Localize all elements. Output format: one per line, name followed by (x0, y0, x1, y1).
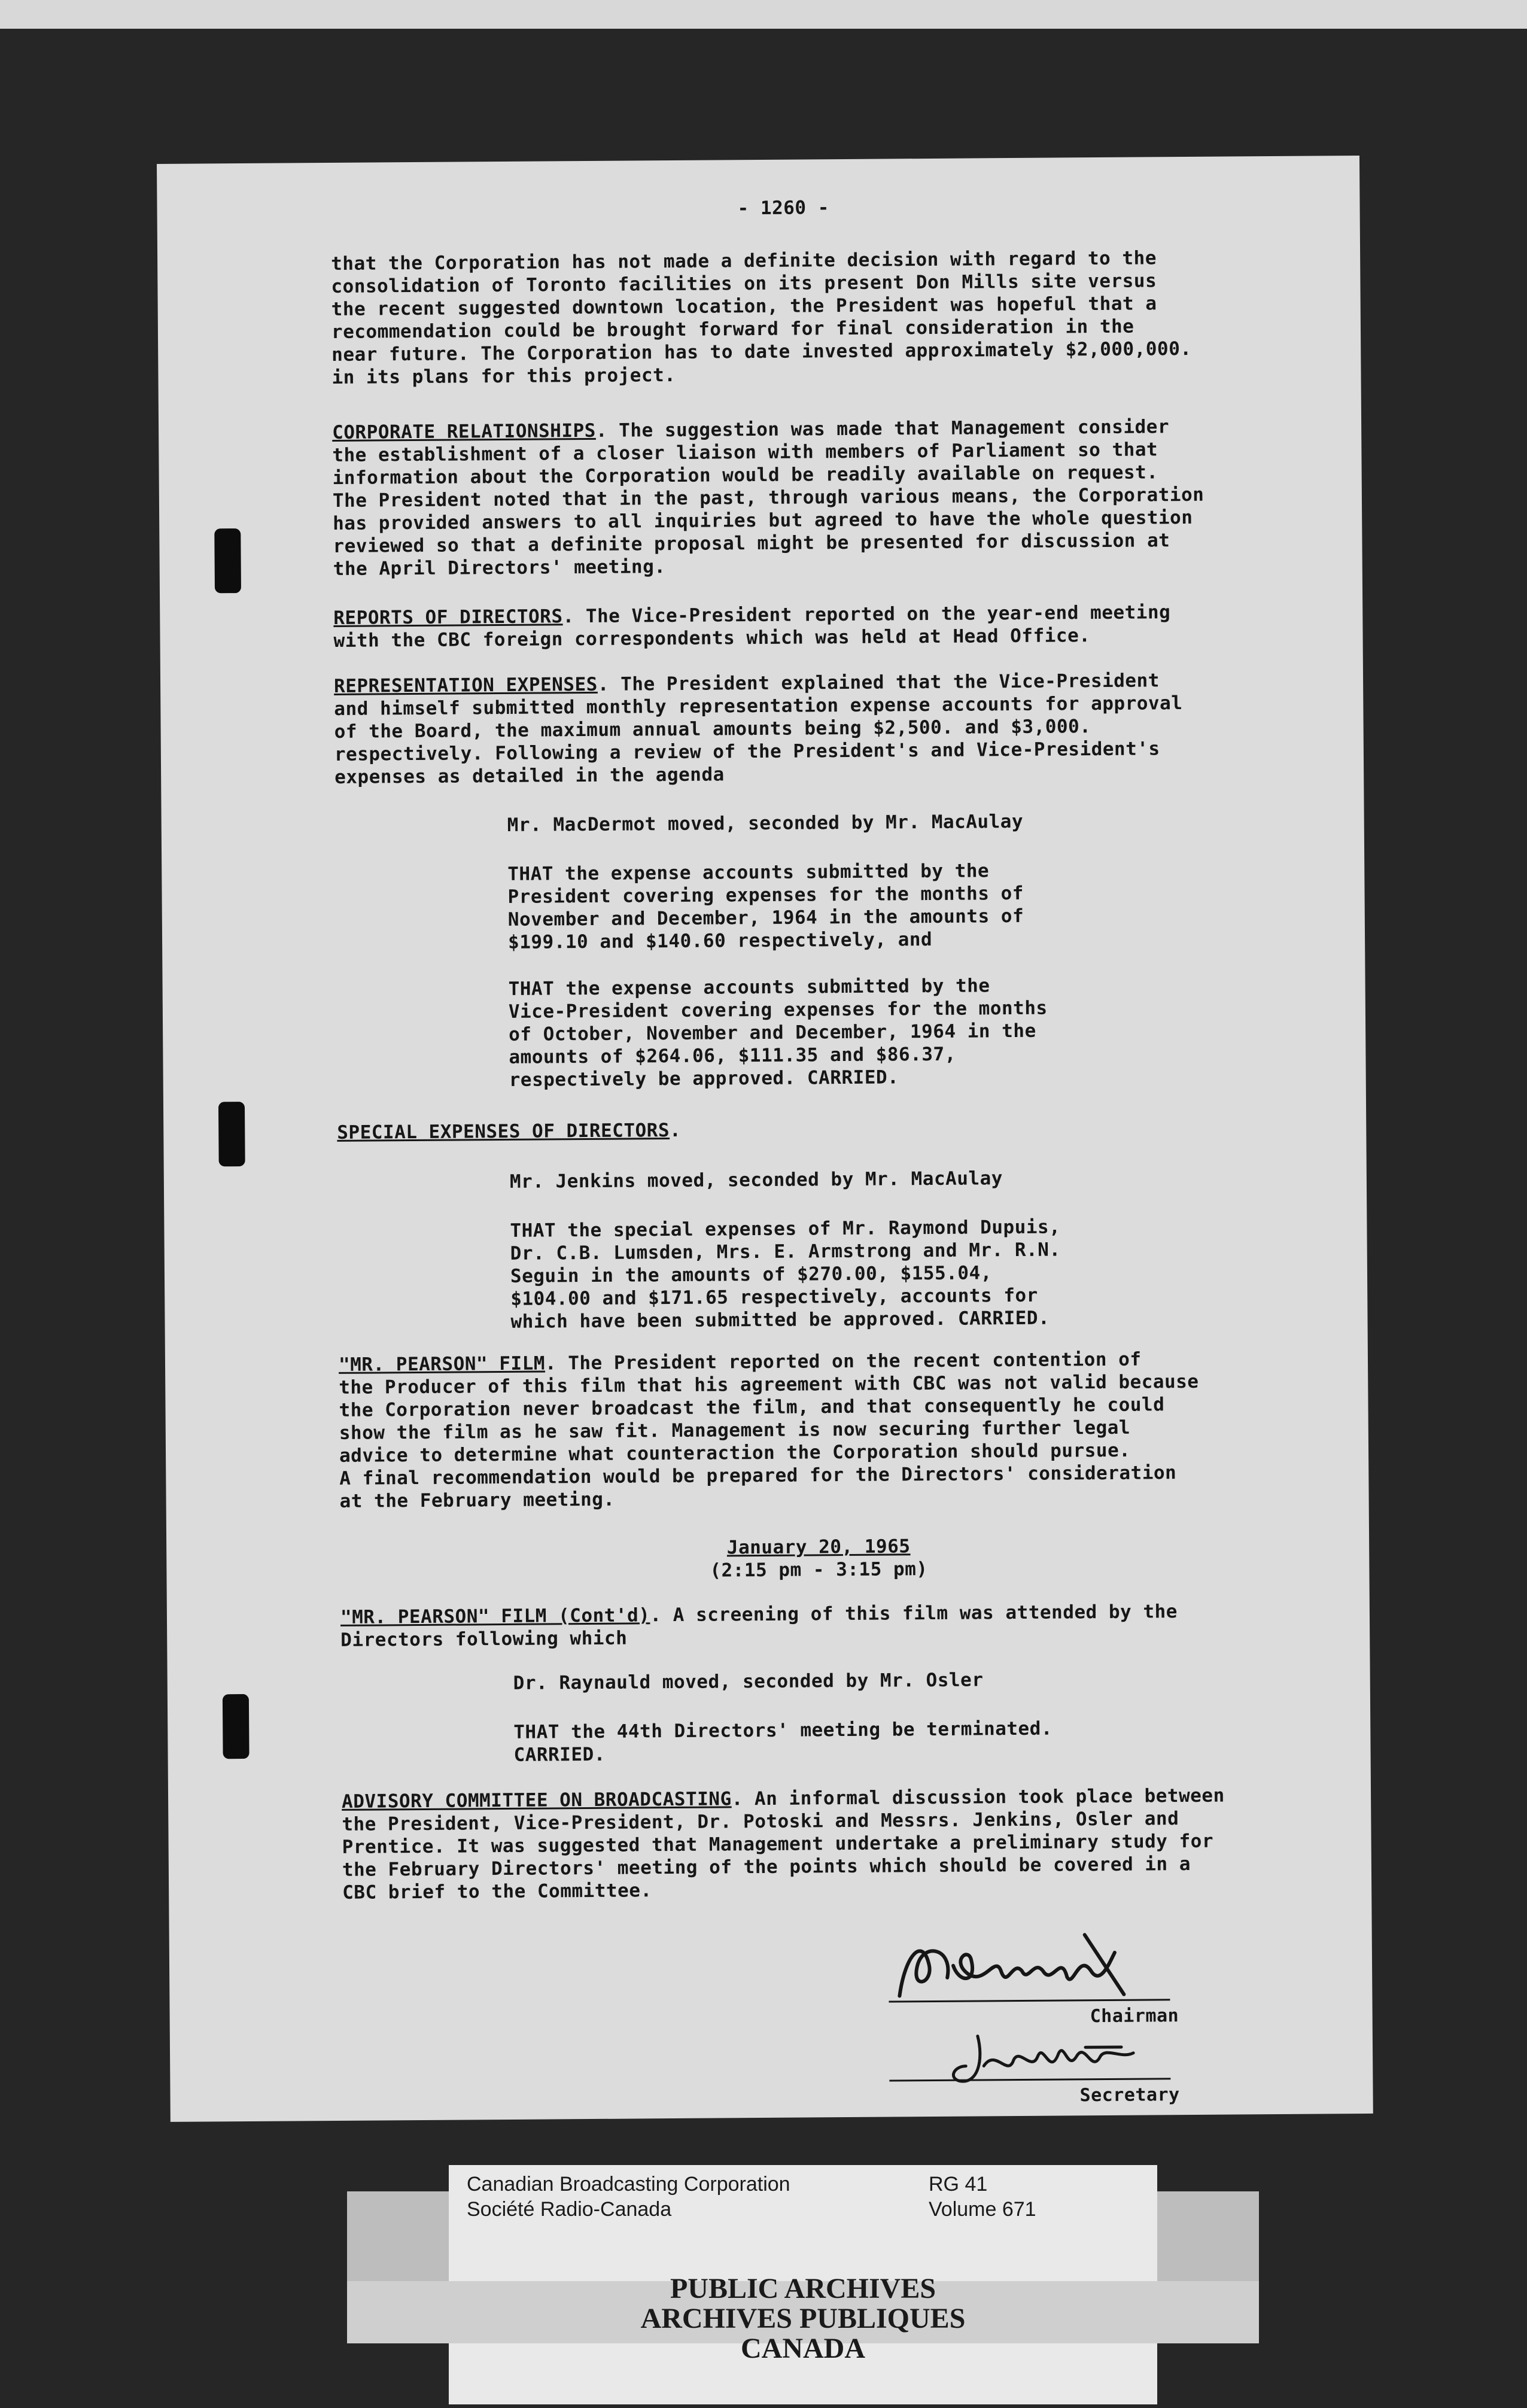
session-date: January 20, 1965 (726, 1536, 911, 1559)
section-heading: "MR. PEARSON" FILM (Cont'd) (340, 1604, 650, 1628)
paragraph-representation-expenses (334, 669, 1183, 789)
paragraph-intro (331, 247, 1192, 389)
paragraph-body: . The President reported on the recent contention of the Producer of this film that his agreement with CBC was not valid because the Corporation never broadcast the film, and that consequently he could show the film as he saw fit. Management is now securing further legal advice to determine what counteraction the Corporation should pursue. A final recommendation would be prepared for the Directors' consideration at the February meeting. (339, 1348, 1199, 1512)
paragraph-body: . The Vice-President reported on the year-end meeting with the CBC foreign correspondents which was held at Head Office. (333, 601, 1171, 652)
section-heading: SPECIAL EXPENSES OF DIRECTORS (337, 1120, 670, 1144)
film-edge (0, 0, 1527, 29)
paragraph-pearson-film (339, 1348, 1200, 1513)
paragraph-pearson-contd (340, 1600, 1178, 1652)
secretary-label: Secretary (1079, 2084, 1180, 2106)
heading-period: . (669, 1119, 682, 1142)
paragraph-reports-of-directors (333, 601, 1170, 652)
stamp-line-fr: ARCHIVES PUBLIQUES (640, 2303, 966, 2334)
session-time: (2:15 pm - 3:15 pm) (710, 1558, 928, 1582)
archive-org-fr: Société Radio-Canada (467, 2198, 672, 2221)
paragraph-corporate-relationships (332, 415, 1204, 580)
archive-volume: Volume 671 (929, 2198, 1036, 2221)
archive-org-en: Canadian Broadcasting Corporation (467, 2173, 790, 2196)
chairman-signature (887, 1928, 1175, 2008)
motion-resolution: THAT the special expenses of Mr. Raymond Dupuis, Dr. C.B. Lumsden, Mrs. E. Armstrong and Mr. R.N. Seguin in the amounts of $270.00, $155.04, $104.00 and $171.65 respectively, accounts for which have been submitted be approved. CARRIED. (510, 1216, 1061, 1333)
section-heading: ADVISORY COMMITTEE ON BROADCASTING (341, 1788, 732, 1813)
paragraph-body: . An informal discussion took place between the President, Vice-President, Dr. Potoski and Messrs. Jenkins, Osler and Prentice. It was suggested that Management undertake a preliminary study for the February Directors' meeting of the points which should be covered in a CBC brief to the Committee. (342, 1784, 1225, 1904)
motion-moved: Dr. Raynauld moved, seconded by Mr. Osler (513, 1669, 984, 1694)
paragraph-body: . The suggestion was made that Management consider the establishment of a closer liaison with members of Parliament so that information about the Corporation would be readily available on request. The President noted that in the past, through various means, the Corporation has provided answers to all inquiries but agreed to have the whole question reviewed so that a definite proposal might be presented for discussion at the April Directors' meeting. (332, 416, 1204, 580)
motion-moved: Mr. Jenkins moved, seconded by Mr. MacAulay (509, 1167, 1003, 1193)
section-heading: CORPORATE RELATIONSHIPS (332, 419, 597, 443)
document-text (157, 156, 1373, 2122)
paragraph-body: . The President explained that the Vice-President and himself submitted monthly representation expense accounts for approval of the Board, the maximum annual amounts being $2,500. and $3,000. respectively. Following a review of the President's and Vice-President's expenses as detailed in the agenda (334, 670, 1183, 788)
motion-moved: Mr. MacDermot moved, seconded by Mr. MacAulay (507, 810, 1024, 836)
archive-stamp (449, 2274, 1157, 2364)
motion-resolution: THAT the 44th Directors' meeting be terminated. CARRIED. (513, 1717, 1053, 1766)
session-date-block (549, 1534, 1088, 1583)
paragraph-body: . A screening of this film was attended by the Directors following which (340, 1601, 1178, 1651)
motion-resolution: THAT the expense accounts submitted by the President covering expenses for the months of November and December, 1964 in the amounts of $199.10 and $140.60 respectively, and (507, 860, 1024, 953)
section-heading: "MR. PEARSON" FILM (338, 1352, 546, 1376)
stamp-line-en: PUBLIC ARCHIVES (670, 2273, 936, 2304)
document-page (157, 156, 1373, 2122)
section-heading: REPORTS OF DIRECTORS (333, 606, 563, 629)
section-heading: REPRESENTATION EXPENSES (333, 673, 598, 697)
stamp-line-country: CANADA (741, 2333, 865, 2364)
paragraph-body: that the Corporation has not made a definite decision with regard to the consolidation of Toronto facilities on its present Don Mills site versus the recent suggested downtown location, the President was hopeful that a recommendation could be brought forward for final consideration in the near future. The Corporation has to date invested approximately $2,000,000. in its plans for this project. (331, 247, 1192, 388)
chairman-label: Chairman (1090, 2005, 1179, 2027)
section-special-expenses (337, 1119, 681, 1144)
page-number: - 1260 - (737, 197, 829, 220)
motion-resolution: THAT the expense accounts submitted by the Vice-President covering expenses for the months of October, November and December, 1964 in the amounts of $264.06, $111.35 and $86.37, respectively be approved. CARRIED. (508, 975, 1048, 1091)
archive-record-group: RG 41 (929, 2173, 988, 2196)
paragraph-advisory-committee (342, 1784, 1225, 1904)
